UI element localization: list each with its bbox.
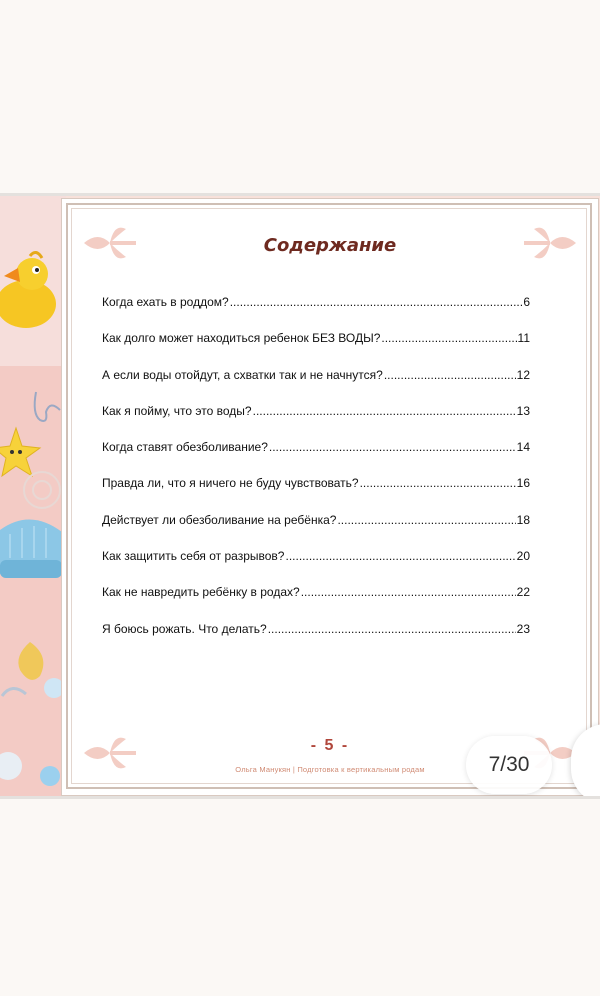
toc-entry[interactable]: Я боюсь рожать. Что делать? ..... 23	[102, 622, 530, 658]
viewer-top-area	[0, 0, 600, 193]
document-page[interactable]	[0, 196, 600, 796]
viewer-bottom-area	[0, 799, 600, 996]
toc-entry[interactable]: Когда ставят обезболивание? ..... 14	[102, 440, 530, 476]
page-title: Содержание	[263, 235, 397, 256]
knit-hat-icon	[0, 514, 64, 590]
toc-entry[interactable]: Как я пойму, что это воды? ..... 13	[102, 404, 530, 440]
toc-entry[interactable]: Как не навредить ребёнку в родах? ..... 22	[102, 585, 530, 621]
content-page	[61, 198, 599, 796]
toc-entry[interactable]: А если воды отойдут, а схватки так и не начнутся? ..... 12	[102, 368, 530, 404]
toc-entry[interactable]: Действует ли обезболивание на ребёнка? ..... 18	[102, 513, 530, 549]
lace-circle-icon	[14, 466, 64, 516]
rattle-icon	[0, 636, 64, 706]
page-number: - 5 -	[310, 737, 350, 754]
toy-icon	[0, 736, 60, 796]
decorative-border	[0, 196, 66, 796]
page-counter-badge: 7/30	[466, 736, 552, 794]
toc-entry[interactable]: Правда ли, что я ничего не буду чувствовать? ..... 16	[102, 476, 530, 512]
toc-entry[interactable]: Как защитить себя от разрывов? ..... 20	[102, 549, 530, 585]
toc-entry[interactable]: Как долго может находиться ребенок БЕЗ ВОДЫ? ..... 11	[102, 331, 530, 367]
page-footer: Ольга Манукян | Подготовка к вертикальным родам	[235, 765, 425, 774]
toc-entry[interactable]: Когда ехать в роддом? ..... 6	[102, 295, 530, 331]
duck-icon	[0, 246, 64, 336]
table-of-contents	[102, 295, 530, 658]
